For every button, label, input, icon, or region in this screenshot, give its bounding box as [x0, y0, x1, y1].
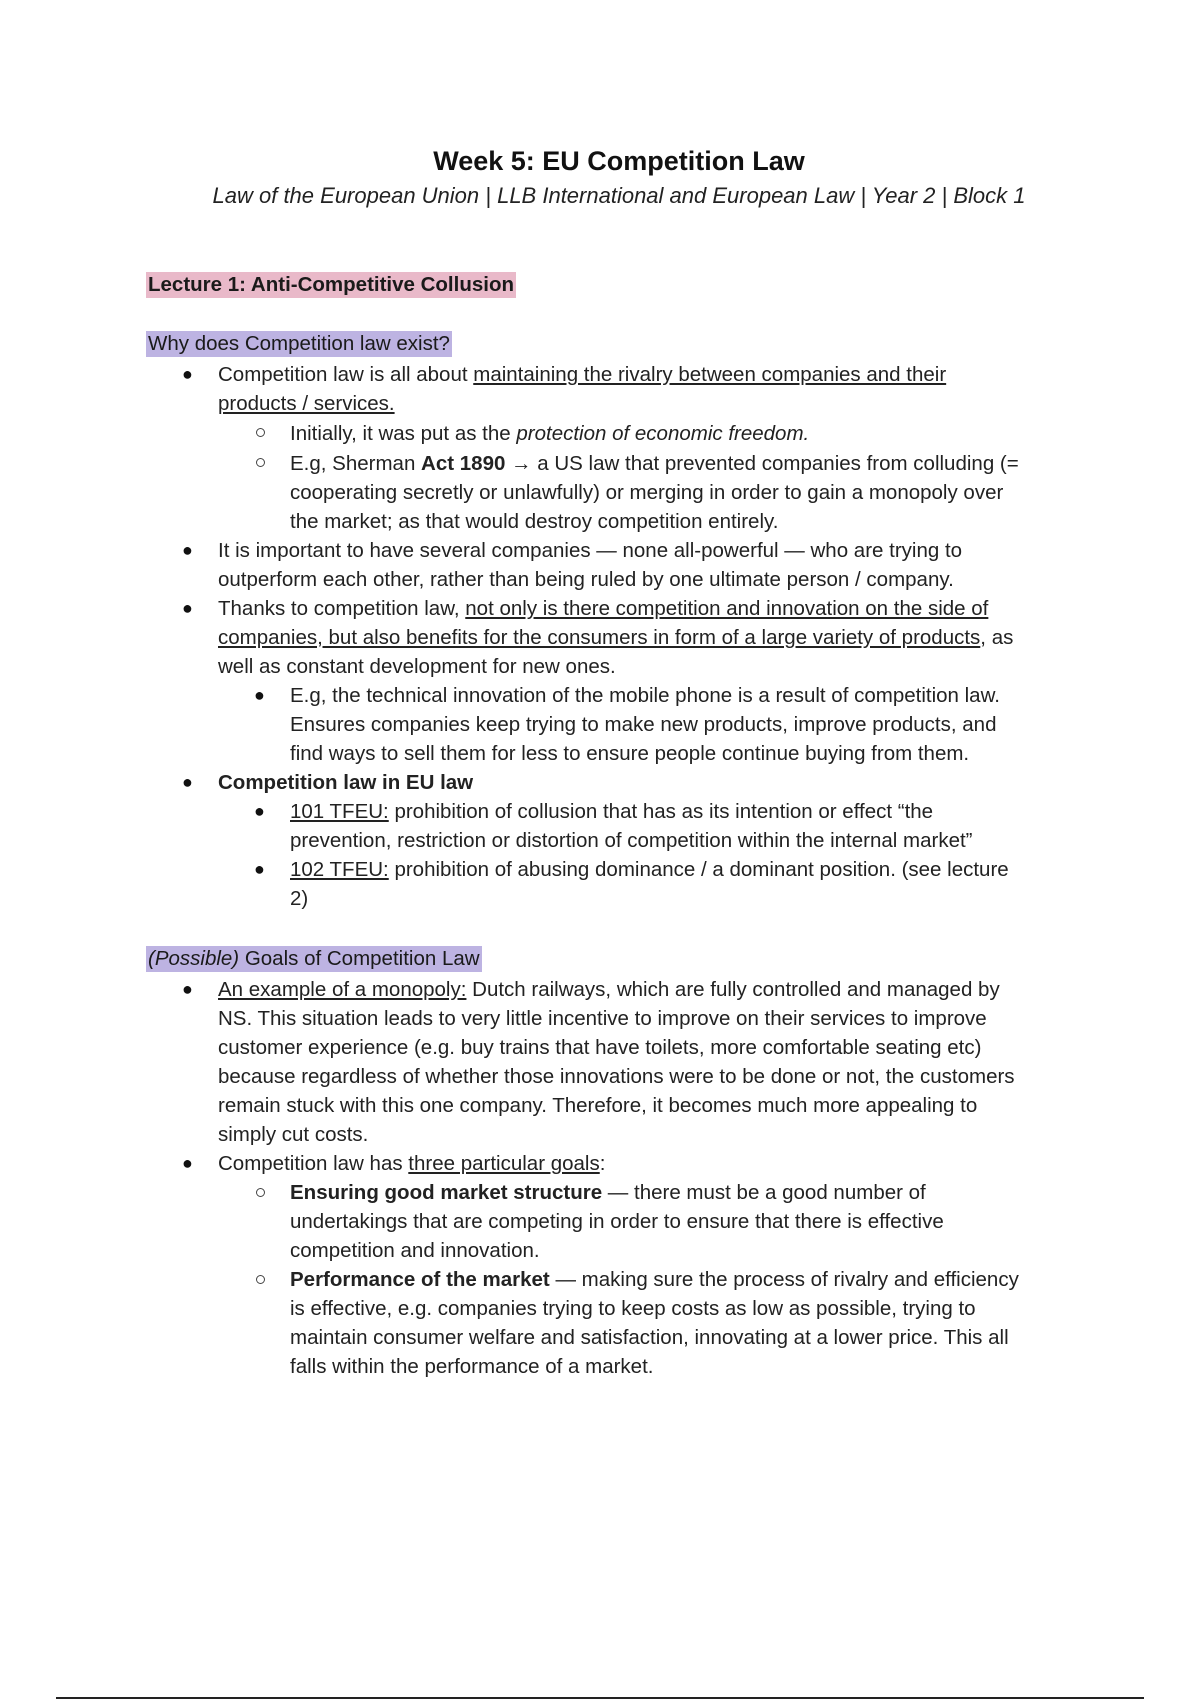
text-line: customer experience (e.g. buy trains that have toilets, more comfortable seating etc) — [218, 1036, 982, 1059]
bullet-icon: ● — [182, 364, 193, 384]
text-line: Ensuring good market structure — there must be a good number of — [290, 1181, 926, 1204]
text-line: Competition law in EU law — [218, 771, 474, 794]
text-line: companies, but also benefits for the consumers in form of a large variety of products, as — [218, 626, 1014, 649]
bullet-icon: ● — [254, 859, 265, 879]
text-line: An example of a monopoly: Dutch railways, which are fully controlled and managed by — [218, 978, 1000, 1001]
text-line: E.g, the technical innovation of the mobile phone is a result of competition law. — [290, 684, 1000, 707]
footer-divider — [56, 1697, 1144, 1699]
text-line: E.g, Sherman Act 1890 → a US law that prevented companies from colluding (= — [290, 452, 1019, 475]
text-line: Performance of the market — making sure the process of rivalry and efficiency — [290, 1268, 1019, 1291]
text-line: cooperating secretly or unlawfully) or merging in order to gain a monopoly over — [290, 481, 1004, 504]
bullet-icon: ● — [254, 801, 265, 821]
bullet-icon: ● — [182, 598, 193, 618]
hollow-bullet-icon — [256, 428, 265, 437]
text-line: 2) — [290, 887, 309, 910]
text-line: the market; as that would destroy competition entirely. — [290, 510, 779, 533]
bullet-icon: ● — [182, 540, 193, 560]
text-line: well as constant development for new ones. — [218, 655, 616, 678]
lecture-heading: Lecture 1: Anti-Competitive Collusion — [148, 273, 514, 296]
text-line: outperform each other, rather than being ruled by one ultimate person / company. — [218, 568, 954, 591]
hollow-bullet-icon — [256, 1275, 265, 1284]
text-line: simply cut costs. — [218, 1123, 369, 1146]
text-line: find ways to sell them for less to ensure people continue buying from them. — [290, 742, 970, 765]
text-line: remain stuck with this one company. Therefore, it becomes much more appealing to — [218, 1094, 978, 1117]
text-line: because regardless of whether those innovations were to be done or not, the customers — [218, 1065, 1015, 1088]
text-line: Thanks to competition law, not only is there competition and innovation on the side of — [218, 597, 989, 620]
page-subtitle: Law of the European Union | LLB International and European Law | Year 2 | Block 1 — [212, 183, 1026, 208]
text-line: prevention, restriction or distortion of competition within the internal market” — [290, 829, 973, 852]
text-line: undertakings that are competing in order to ensure that there is effective — [290, 1210, 944, 1233]
section-heading-goals: (Possible) Goals of Competition Law — [148, 947, 480, 970]
text-line: Ensures companies keep trying to make new products, improve products, and — [290, 713, 997, 736]
text-line: competition and innovation. — [290, 1239, 540, 1262]
text-line: Competition law has three particular goals: — [218, 1152, 606, 1175]
hollow-bullet-icon — [256, 1188, 265, 1197]
text-line: is effective, e.g. companies trying to keep costs as low as possible, trying to — [290, 1297, 976, 1320]
text-line: products / services. — [218, 392, 395, 415]
text-line: NS. This situation leads to very little incentive to improve on their services to improve — [218, 1007, 987, 1030]
hollow-bullet-icon — [256, 458, 265, 467]
text-line: Competition law is all about maintaining the rivalry between companies and their — [218, 363, 947, 386]
text-line: 102 TFEU: prohibition of abusing dominance / a dominant position. (see lecture — [290, 858, 1009, 881]
bullet-icon: ● — [254, 685, 265, 705]
bullet-icon: ● — [182, 772, 193, 792]
bullet-icon: ● — [182, 1153, 193, 1173]
text-line: It is important to have several companies — none all-powerful — who are trying to — [218, 539, 963, 562]
text-line: falls within the performance of a market. — [290, 1355, 654, 1378]
text-line: Initially, it was put as the protection of economic freedom. — [290, 422, 810, 445]
bullet-icon: ● — [182, 979, 193, 999]
text-line: 101 TFEU: prohibition of collusion that has as its intention or effect “the — [290, 800, 934, 823]
section-heading-why: Why does Competition law exist? — [148, 332, 450, 355]
text-line: maintain consumer welfare and satisfaction, innovating at a lower price. This all — [290, 1326, 1009, 1349]
page-title: Week 5: EU Competition Law — [433, 146, 805, 176]
